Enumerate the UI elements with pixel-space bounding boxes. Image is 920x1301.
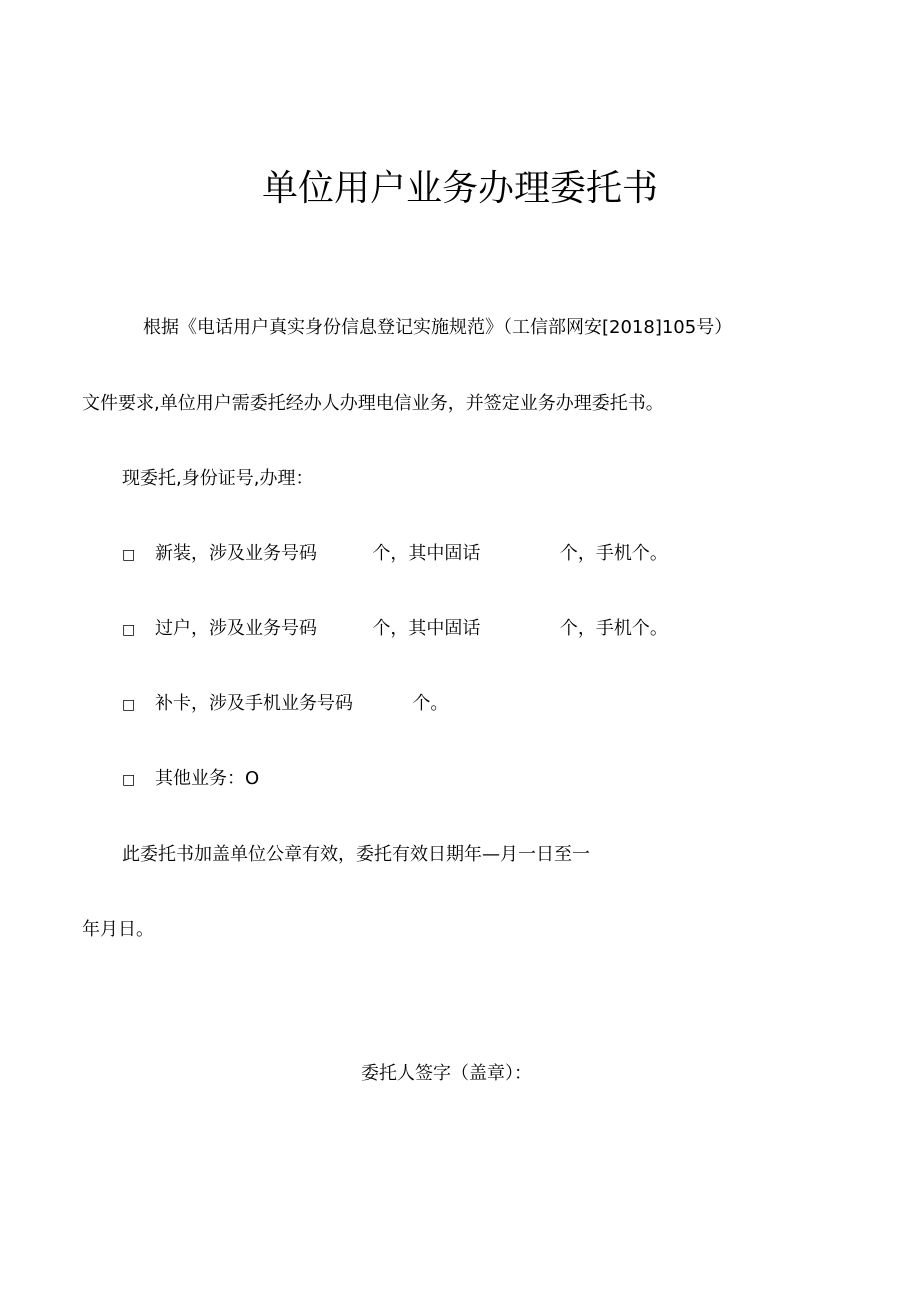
validity-line-1: 此委托书加盖单位公章有效，委托有效日期年—月一日至一	[122, 844, 590, 865]
page-title: 单位用户业务办理委托书	[261, 168, 658, 209]
option-other	[122, 767, 259, 792]
option-new-install-part-b: 个，其中固话	[372, 543, 481, 564]
option-new-install-part-c: 个，手机个。	[559, 543, 668, 564]
option-replace-card	[122, 692, 448, 717]
option-replace-card-part-b: 个。	[412, 693, 449, 714]
option-replace-card-part-a: 补卡，涉及手机业务号码	[154, 693, 353, 714]
signature-line: 委托人签字（盖章）：	[361, 1063, 532, 1084]
option-transfer-part-a: 过户，涉及业务号码	[154, 618, 317, 639]
option-transfer-part-c: 个，手机个。	[559, 618, 668, 639]
checkbox-other[interactable]: □	[122, 772, 136, 788]
option-new-install	[122, 542, 668, 567]
validity-line-2: 年月日。	[82, 919, 154, 940]
intro-line-2: 文件要求,单位用户需委托经办人办理电信业务，并签定业务办理委托书。	[82, 393, 664, 414]
option-other-label: 其他业务：O	[154, 768, 260, 789]
checkbox-replace-card[interactable]: □	[122, 697, 136, 713]
option-transfer-part-b: 个，其中固话	[372, 618, 481, 639]
checkbox-transfer[interactable]: □	[122, 622, 136, 638]
option-transfer	[122, 617, 668, 642]
option-new-install-part-a: 新装，涉及业务号码	[154, 543, 317, 564]
intro-line-1: 根据《电话用户真实身份信息登记实施规范》（工信部网安[2018]105号）	[143, 317, 733, 338]
delegate-line: 现委托,身份证号,办理：	[122, 468, 314, 489]
checkbox-new-install[interactable]: □	[122, 547, 136, 563]
